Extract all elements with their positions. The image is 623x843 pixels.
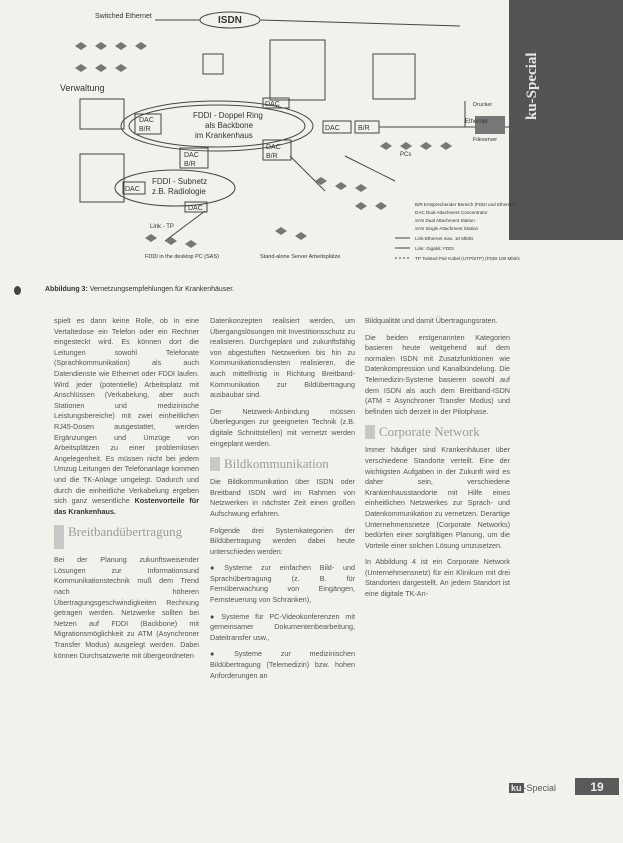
label-isdn: ISDN (218, 15, 242, 26)
col3-heading (365, 425, 510, 439)
col2-bullet-1: ● Systeme zur einfachen Bild- und Sprachübertragung (z. B. für Fernüberwachung von Eingängen, Fernsteuerung von Schranken), (210, 563, 355, 605)
col1-paragraph-1 (54, 316, 199, 517)
label-verwaltung: Verwaltung (60, 83, 105, 93)
footer-logo-text: -Special (523, 783, 557, 793)
col2-bullet-3: ● Systeme zur medizinischen Bildübertragung (Telemedizin) bzw. hohen Anforderungen an (210, 649, 356, 680)
sidebar-tab (509, 0, 623, 240)
legend-item-5: Link-Ethernet max. 10 Mbit/s (415, 236, 474, 241)
tk-anlage-box (270, 40, 325, 100)
label-fddi-in-pc: FDDI in the desktop PC (SAS) (145, 254, 219, 260)
legend-item-4: SAS Single Attachment Station (415, 226, 479, 231)
label-link-tp: Link - TP (150, 224, 174, 230)
legend-item-3: SAS Dual Attachment Station (415, 218, 475, 223)
label-fddi-ring-2: als Backbone (205, 121, 254, 130)
heading-marker (54, 525, 64, 549)
col1-paragraph-2: Bei der Planung zukunftsweisender Lösungen zur Informationsund Kommunikationstechnik muß dem Trend nach höheren Übertragungsgeschwindigkeiten Rechnung getragen werden. Netzwerke sollten bei Netzen auf FDDI (Backbone) mit Migrationsmöglichkeit zu ATM (Asynchroner Transfer Modus) ausgelegt werden. Dabei können Durchsatzwerte mit übergeordneten (54, 555, 199, 660)
label-switched-ethernet: Switched Ethernet (95, 13, 152, 20)
label-br-3: B/R (358, 125, 370, 132)
label-dac-4: DAC (184, 152, 199, 159)
label-fileserver: Fileserver (473, 137, 498, 143)
col2-paragraph-3: Die Bildkommunikation über ISDN oder Breitband ISDN wird im Rahmen von Netzwerken in nächster Zeit einen großen Aufschwung erfahren. (210, 477, 355, 518)
label-dac-3: DAC (325, 125, 340, 132)
col1-p1-text: spielt es dann keine Rolle, ob in eine Vertaltedose ein Telefon oder ein Rechner eingesteckt wird. Es können dort die Leitungen sowohl Telefonate (Sprachkommunikation) als auch Datendienste wie Ethernet oder FDDI laufen. Wird jeder (potentielle) Arbeitsplatz mit Anschlüssen (Verkabelung, aber auch Stationen und medizinische Leistungsbereiche) mit zwei einheitlichen RJ45-Dosen ausgestattet, werden Ergänzungen und Umzüge von Arbeitsplätzen zu einer problemlosen Angelegenheit. Es müssen nicht bei jedem Umzug Leitungen der Telefonanlage kommen und die TK-Anlage umgelegt. Dadurch und durch die einheitliche Verkabelung ergeben sich ganz wesentliche (54, 316, 199, 506)
legend-item-7: TP Twisted Pair Kabel (UTP/STP) (FDDI 100 Mbit/s) (415, 256, 520, 261)
footer-logo (509, 783, 556, 793)
col3-paragraph-3: Immer häufiger sind Krankenhäuser über verschiedene Standorte verteilt. Eine der wichtigsten Aufgaben in der Zukunft wird es daher sein, verschiedene Krankenhausstandorte mit Hilfe eines einheitlichen Netzwerkes zur Sprach- und Datenkommunikation zu vernetzen. Derartige Unternehmensnetze (Corporate Networks) bedürfen einer sorgfältigen Planung, um die Vorteile einer solchen Lösung umzusetzen. (365, 445, 510, 550)
server-box-left2 (80, 154, 124, 202)
label-fddi-subnet-1: FDDI - Subnetz (152, 177, 208, 186)
server-box-right (373, 54, 415, 99)
bullet-text: Systeme zur einfachen Bild- und Sprachübertragung (z. B. für Fernüberwachung von Eingängen, Fernsteuerung von Schranken), (210, 563, 355, 605)
page-number: 19 (575, 778, 619, 795)
server-box-left (80, 99, 124, 129)
bullet-text: Systeme für PC-Videokonferenzen mit gemeinsamer Dokumentenbearbeitung, Dateitransfer usw., (210, 611, 355, 642)
column-2 (210, 316, 355, 687)
label-br-5: B/R (266, 153, 278, 160)
label-dac-7: DAC (188, 205, 203, 212)
sidebar-label: ku-Special (524, 52, 540, 120)
legend-item-2: DAC Dual Attachment Concentrator (415, 210, 488, 215)
network-diagram-svg (55, 6, 520, 276)
col1-heading-text: Breitbandübertragung (68, 524, 183, 540)
label-dac-1: DAC (139, 117, 154, 124)
label-fddi-subnet-2: z.B. Radiologie (152, 187, 206, 196)
label-dac-2: DAC (265, 101, 280, 108)
label-standalone: Stand-alone Server Arbeitsplätze (260, 254, 341, 260)
column-3 (365, 316, 510, 606)
col1-p1-bold: Kostenvorteile für das Krankenhaus. (54, 496, 199, 516)
label-br-4: B/R (184, 161, 196, 168)
col3-paragraph-4: In Abbildung 4 ist ein Corporate Network (Unternehmensnetz) für ein Klinikum mit drei Standorten dargestellt. An jedem Standort ist eine digitale TK-An- (365, 557, 510, 599)
label-dac-5: DAC (266, 144, 281, 151)
heading-marker (365, 425, 375, 439)
heading-marker (210, 457, 220, 471)
col2-heading-text: Bildkommunikation (224, 456, 329, 472)
label-ethernet: Ethernet (465, 119, 488, 125)
footer-logo-ku: ku (511, 783, 522, 793)
col2-bullet-2: ● Systeme für PC-Videokonferenzen mit gemeinsamer Dokumentenbearbeitung, Dateitransfer usw., (210, 611, 355, 642)
margin-mark (14, 286, 21, 295)
column-1 (54, 316, 199, 667)
label-br-1: B/R (139, 126, 151, 133)
caption-text: Vernetzungsempfehlungen für Krankenhäuser. (89, 286, 235, 293)
figure-caption (45, 286, 495, 293)
label-fddi-ring-3: im Krankenhaus (195, 131, 253, 140)
label-dac-6: DAC (125, 186, 140, 193)
caption-lead: Abbildung 3: (45, 286, 88, 293)
col2-paragraph-4: Folgende drei Systemkategorien der Bildübertragung werden dabei heute unterschieden werden: (210, 525, 355, 556)
col2-heading (210, 457, 355, 471)
network-diagram (55, 6, 520, 276)
label-drucker: Drucker (473, 102, 493, 108)
label-fddi-ring-1: FDDI - Doppel Ring (193, 111, 263, 120)
col1-heading (54, 525, 199, 549)
col2-paragraph-1: Datenkonzepten realisiert werden, um Übergangslösungen mit Investitionsschutz zu realisieren. Durchgeplant und zukunftsfähig von abgestuften Netzwerken bis hin zu Kommunikationsdiensten realisieren, die auch mittelfristig in Richtung Breitband-Kommunikation zur Bildübertragung ausbaubar sind. (210, 316, 355, 400)
legend-item-1: B/R Entsprechender Bereich (FDDI und Ethernet) (415, 202, 516, 207)
label-pcs: PCs (400, 152, 412, 158)
col3-paragraph-1: Bildqualität und damit Übertragungsraten. (365, 316, 498, 325)
col3-heading-text: Corporate Network (379, 424, 480, 440)
legend-item-6: Link: Gigabit: FDDI (415, 246, 454, 251)
bullet-text: Systeme zur medizinischen Bildübertragung (Telemedizin) bzw. hohen Anforderungen an (210, 649, 356, 680)
col3-paragraph-2: Die beiden erstgenannten Kategorien basieren heute weitgehend auf dem normalen ISDN mit Zusatzfunktionen wie Datenkompression und Kanalbündelung. Die Telemedizin-Systeme basieren sowohl auf dem ISDN als auch dem Breitband-ISDN (ATM = Asynchroner Transfer Modus) und befinden sich derzeit in der Pilotphase. (365, 332, 510, 416)
col2-paragraph-2: Der Netzwerk-Anbindung müssen Überlegungen zur geeigneten Technik (z.B. digitale Schnittstellen) mit vernetzt werden eingeplant werden. (210, 406, 355, 448)
